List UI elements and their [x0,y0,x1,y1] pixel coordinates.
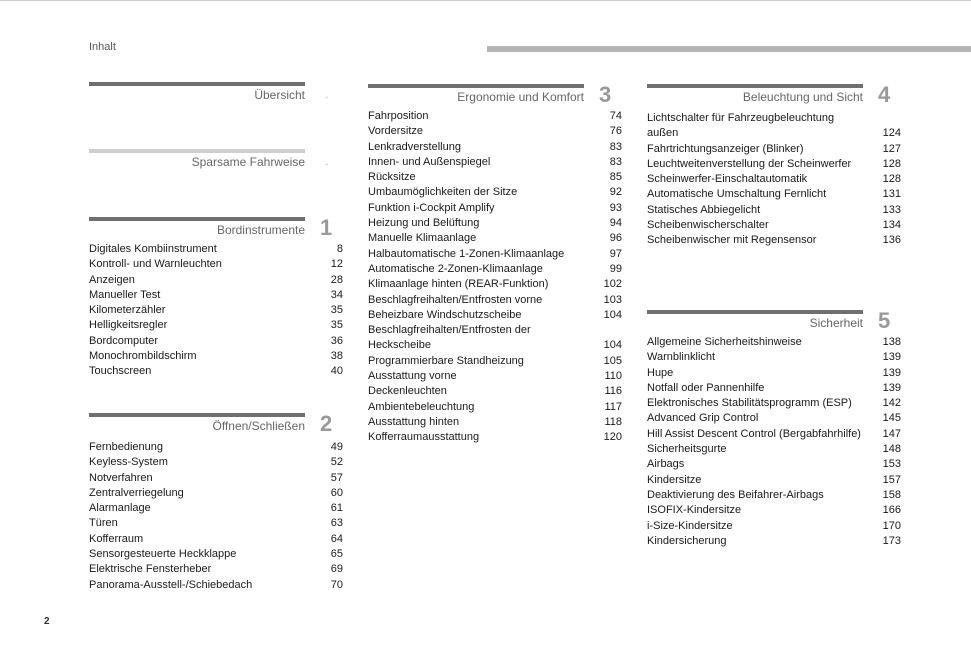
toc-entry[interactable] [89,501,343,516]
toc-entry-label: Anzeigen [89,273,135,286]
toc-entry[interactable] [89,257,343,272]
toc-entry-label: Sensorgesteuerte Heckklappe [89,548,237,561]
toc-entry[interactable] [647,335,901,350]
toc-entry-label: Klimaanlage hinten (REAR-Funktion) [368,278,549,291]
toc-entry[interactable] [89,547,343,562]
toc-entry[interactable] [89,303,343,318]
toc-entry[interactable] [647,519,901,534]
toc-entry-page: 99 [609,262,622,275]
toc-entry-label: Fahrtrichtungsanzeiger (Blinker) [647,142,804,155]
section-uebersicht [89,82,329,108]
section-title[interactable]: Bordinstrumente [216,223,305,237]
toc-entry-label: Zentralverriegelung [89,486,184,499]
toc-entry-page: 131 [882,188,901,201]
toc-entry[interactable] [368,231,622,246]
toc-list [368,109,622,446]
toc-entry-page: 116 [604,385,622,398]
section-title[interactable]: Beleuchtung und Sicht [742,90,863,104]
toc-entry-label: Ausstattung hinten [368,415,460,428]
toc-entry-page: 76 [609,125,622,138]
toc-entry-label: Beschlagfreihalten/Entfrosten vorne [368,293,543,306]
toc-entry-page: 147 [882,427,901,440]
section-title[interactable]: Ergonomie und Komfort [457,90,584,104]
toc-entry-page: 65 [330,548,343,561]
toc-entry[interactable] [647,233,901,248]
toc-entry[interactable] [647,411,901,426]
toc-entry[interactable] [647,350,901,365]
toc-entry-page: 61 [330,502,343,515]
toc-entry-page: 145 [882,412,901,425]
toc-entry-page: 104 [603,308,622,321]
toc-entry[interactable] [89,578,343,593]
toc-entry-label: Programmierbare Standheizung [368,354,524,367]
page-number: 2 [44,616,50,627]
toc-entry[interactable] [368,400,622,415]
toc-entry-label: Umbaumöglichkeiten der Sitze [368,186,518,199]
toc-entry[interactable] [368,124,622,139]
page-header-title: Inhalt [89,41,116,53]
toc-entry-page: 134 [882,219,901,232]
toc-entry-label: Deckenleuchten [368,385,447,398]
toc-entry[interactable] [89,471,343,486]
toc-entry-page: 105 [603,354,622,367]
toc-entry-label: Funktion i-Cockpit Amplify [368,201,495,214]
toc-entry-label: Beschlagfreihalten/Entfrosten der Heckscheibe [368,324,531,352]
toc-list [647,111,901,249]
toc-entry-label: Airbags [647,458,685,471]
toc-entry-label: Touchscreen [89,365,152,378]
toc-list [647,335,901,549]
toc-entry[interactable] [647,503,901,518]
toc-entry-label: Scheinwerfer-Einschaltautomatik [647,173,808,186]
toc-entry-page: 102 [603,278,622,291]
toc-entry[interactable] [368,109,622,124]
toc-entry-page: 40 [330,365,343,378]
toc-entry-page: 34 [330,288,343,301]
toc-entry-page: 170 [882,519,901,532]
toc-entry-page: 49 [330,441,343,453]
toc-entry-page: 69 [330,563,343,576]
toc-entry[interactable] [647,427,901,442]
toc-entry-label: Beheizbare Windschutzscheibe [368,308,522,321]
section-number: 5 [878,308,891,333]
toc-list [89,242,343,380]
toc-entry[interactable] [647,457,901,472]
toc-entry[interactable] [647,172,901,187]
toc-entry[interactable] [89,440,343,455]
toc-entry-page: 63 [330,517,343,530]
toc-entry-label: Ambientebeleuchtung [368,400,475,413]
toc-entry-label: Panorama-Ausstell-/Schiebedach [89,578,253,591]
section-ergonomie [368,84,622,446]
toc-entry-page: 94 [609,217,622,230]
toc-entry[interactable] [368,354,622,369]
toc-entry-page: 157 [882,473,901,486]
toc-entry-page: 8 [336,243,343,255]
section-bar [89,217,305,221]
toc-list [89,440,343,593]
toc-entry[interactable] [89,242,343,257]
section-bar [647,84,863,88]
toc-entry-label: Manuelle Klimaanlage [368,232,477,245]
section-bar [89,82,305,86]
section-bar [89,413,305,417]
section-bar [368,84,584,88]
toc-entry-page: 133 [882,203,901,216]
toc-entry[interactable] [89,516,343,531]
toc-entry[interactable] [368,185,622,200]
toc-entry-page: 92 [609,186,622,199]
top-border [0,0,971,1]
toc-entry-page: 139 [882,366,901,379]
section-oeffnen [89,413,343,593]
toc-entry-page: 28 [330,273,343,286]
toc-entry-page: 173 [882,534,901,547]
toc-entry-label: Lenkradverstellung [368,140,461,153]
toc-entry-page: 64 [330,532,343,545]
toc-entry[interactable] [647,203,901,218]
toc-entry-page: 38 [330,350,343,363]
toc-entry-page: 120 [603,431,622,444]
toc-entry-label: Scheibenwischerschalter [647,219,769,232]
toc-entry[interactable] [368,170,622,185]
toc-entry-label: Halbautomatische 1-Zonen-Klimaanlage [368,247,565,260]
toc-entry-label: Ausstattung vorne [368,370,457,383]
toc-entry-label: Kilometerzähler [89,304,166,317]
toc-entry-label: Innen- und Außenspiegel [368,155,491,168]
toc-entry-label: Kindersicherung [647,534,727,547]
toc-entry-page: 138 [882,336,901,348]
toc-entry[interactable] [368,323,622,354]
toc-entry-label: Advanced Grip Control [647,412,759,425]
section-sicherheit [647,310,901,549]
toc-entry[interactable] [89,486,343,501]
toc-entry-page: 96 [609,232,622,245]
toc-entry[interactable] [89,318,343,333]
toc-entry[interactable] [89,455,343,470]
toc-entry-label: Digitales Kombiinstrument [89,243,217,255]
toc-entry[interactable] [647,381,901,396]
toc-entry-label: Automatische Umschaltung Fernlicht [647,188,827,201]
toc-entry[interactable] [647,111,901,142]
toc-entry-label: Kontroll- und Warnleuchten [89,258,222,271]
toc-entry-page: 153 [882,458,901,471]
section-bordinstrumente [89,217,343,380]
toc-entry[interactable] [647,488,901,503]
toc-entry[interactable] [368,216,622,231]
toc-entry[interactable] [647,366,901,381]
section-marker: . [325,86,329,101]
toc-entry-page: 97 [609,247,622,260]
toc-entry-label: Helligkeitsregler [89,319,168,332]
toc-entry-label: Deaktivierung des Beifahrer-Airbags [647,488,824,501]
toc-entry-page: 166 [882,504,901,517]
toc-entry-page: 148 [882,443,901,456]
toc-entry-page: 110 [604,370,622,383]
toc-entry[interactable] [368,247,622,262]
toc-entry-page: 158 [882,488,901,501]
section-marker: . [325,153,329,168]
toc-entry-label: Heizung und Belüftung [368,217,480,230]
toc-entry-label: Kindersitze [647,473,702,486]
toc-entry-page: 124 [882,127,901,140]
toc-entry-page: 103 [603,293,622,306]
toc-entry-page: 128 [882,173,901,186]
toc-entry[interactable] [647,157,901,172]
toc-entry-label: Vordersitze [368,125,424,138]
toc-entry-page: 35 [330,304,343,317]
toc-entry-page: 127 [882,142,901,155]
section-number: 2 [320,411,333,436]
header-bar [487,46,971,52]
toc-entry[interactable] [368,308,622,323]
toc-entry-label: Elektrische Fensterheber [89,563,212,576]
toc-entry[interactable] [89,349,343,364]
toc-entry[interactable] [647,142,901,157]
toc-entry-label: Monochrombildschirm [89,350,197,363]
toc-entry[interactable] [647,473,901,488]
toc-entry[interactable] [89,562,343,577]
toc-entry[interactable] [647,218,901,233]
section-number: 1 [320,215,333,240]
toc-entry-label: Kofferraumausstattung [368,431,480,444]
section-number: 4 [878,82,891,107]
toc-entry-label: i-Size-Kindersitze [647,519,733,532]
section-title[interactable]: Sicherheit [809,316,863,330]
section-title[interactable]: Öffnen/Schließen [212,419,305,433]
toc-entry[interactable] [368,384,622,399]
toc-entry-page: 136 [882,234,901,247]
toc-entry-label: Keyless-System [89,456,168,469]
section-beleuchtung [647,84,901,249]
toc-entry[interactable] [647,396,901,411]
toc-entry-label: Statisches Abbiegelicht [647,203,761,216]
section-bar [647,310,863,314]
toc-entry-label: Türen [89,517,118,530]
section-bar [89,149,305,153]
toc-entry[interactable] [647,534,901,549]
toc-entry[interactable] [368,415,622,430]
toc-entry-label: Scheibenwischer mit Regensensor [647,234,817,247]
toc-entry-page: 118 [604,415,622,428]
toc-entry[interactable] [368,293,622,308]
toc-entry-page: 93 [609,201,622,214]
toc-entry-page: 142 [882,397,901,410]
section-title[interactable]: Übersicht [254,88,305,102]
toc-entry-label: ISOFIX-Kindersitze [647,504,742,517]
toc-entry-page: 74 [609,110,622,122]
toc-entry-page: 57 [330,471,343,484]
toc-entry-page: 70 [330,578,343,591]
toc-entry[interactable] [89,364,343,379]
toc-entry[interactable] [368,277,622,292]
toc-entry-label: Alarmanlage [89,502,151,515]
toc-entry-label: Lichtschalter für Fahrzeugbeleuchtung außen [647,112,835,140]
toc-entry-page: 83 [609,155,622,168]
toc-entry[interactable] [89,334,343,349]
toc-entry-label: Elektronisches Stabilitätsprogramm (ESP) [647,397,852,410]
toc-entry-label: Fernbedienung [89,441,164,453]
toc-entry-page: 139 [882,351,901,364]
toc-entry[interactable] [368,155,622,170]
toc-entry[interactable] [368,262,622,277]
toc-entry-page: 52 [330,456,343,469]
toc-entry-label: Kofferraum [89,532,144,545]
toc-entry[interactable] [368,430,622,445]
toc-entry-label: Notfall oder Pannenhilfe [647,381,765,394]
toc-entry-label: Bordcomputer [89,334,159,347]
toc-entry[interactable] [368,201,622,216]
toc-entry[interactable] [647,442,901,457]
toc-entry[interactable] [89,532,343,547]
toc-entry-page: 128 [882,157,901,170]
toc-entry[interactable] [89,273,343,288]
section-sparsam [89,149,329,175]
toc-entry-label: Warnblinklicht [647,351,716,364]
toc-entry-page: 35 [330,319,343,332]
toc-entry-label: Rücksitze [368,171,416,184]
toc-entry-page: 117 [604,400,622,413]
toc-entry-label: Leuchtweitenverstellung der Scheinwerfer [647,157,852,170]
toc-entry[interactable] [89,288,343,303]
toc-entry-page: 60 [330,486,343,499]
toc-entry-page: 104 [603,339,622,352]
toc-entry-page: 139 [882,381,901,394]
toc-entry-label: Fahrposition [368,110,429,122]
toc-entry-page: 85 [609,171,622,184]
toc-entry-label: Manueller Test [89,288,161,301]
section-title[interactable]: Sparsame Fahrweise [191,155,305,169]
section-number: 3 [599,82,612,107]
toc-entry-label: Notverfahren [89,471,153,484]
toc-entry-page: 83 [609,140,622,153]
toc-entry-label: Allgemeine Sicherheitshinweise [647,336,802,348]
toc-entry-label: Hill Assist Descent Control (Bergabfahrhilfe) [647,427,861,440]
toc-entry-page: 12 [330,258,343,271]
toc-entry[interactable] [368,140,622,155]
toc-entry-page: 36 [330,334,343,347]
toc-entry[interactable] [368,369,622,384]
toc-entry-label: Hupe [647,366,674,379]
toc-entry[interactable] [647,187,901,202]
toc-entry-label: Automatische 2-Zonen-Klimaanlage [368,262,543,275]
toc-entry-label: Sicherheitsgurte [647,443,727,456]
